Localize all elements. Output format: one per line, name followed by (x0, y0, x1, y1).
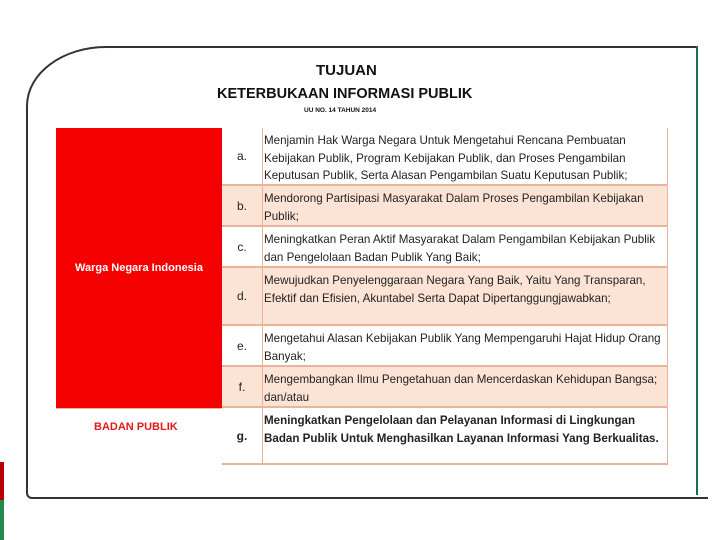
table-row-g (222, 408, 668, 465)
group-label-badan: BADAN PUBLIK (94, 421, 178, 433)
table-row-f (222, 367, 668, 408)
table-row-c (222, 227, 668, 268)
table-row-b (222, 186, 668, 227)
row-letter: d. (222, 268, 263, 324)
group-label-warga: Warga Negara Indonesia (75, 262, 203, 274)
row-text: Meningkatkan Pengelolaan dan Pelayanan Informasi di Lingkungan Badan Publik Untuk Menghasilkan Layanan Informasi Yang Berkualitas. (264, 414, 659, 445)
title-law-reference: UU NO. 14 TAHUN 2014 (304, 107, 377, 114)
row-letter: e. (222, 326, 263, 365)
table-row-e (222, 326, 668, 367)
title-keterbukaan: KETERBUKAAN INFORMASI PUBLIK (217, 86, 473, 102)
table-row-a (222, 128, 668, 186)
row-letter: f. (222, 367, 263, 406)
row-text: Mewujudkan Penyelenggaraan Negara Yang Baik, Yaitu Yang Transparan, Efektif dan Efisien, Akuntabel Serta Dapat Dipertanggungjawabkan; (264, 274, 646, 305)
row-letter: c. (222, 227, 263, 266)
row-letter: b. (222, 186, 263, 225)
row-text: Mengembangkan Ilmu Pengetahuan dan Mencerdaskan Kehidupan Bangsa; dan/atau (264, 373, 658, 404)
objectives-table (56, 128, 668, 465)
row-letter: g. (222, 408, 263, 463)
row-text: Mendorong Partisipasi Masyarakat Dalam Proses Pengambilan Kebijakan Publik; (264, 192, 644, 223)
table-row-d (222, 268, 668, 326)
right-accent-bar (696, 46, 720, 495)
row-text: Menjamin Hak Warga Negara Untuk Mengetahui Rencana Pembuatan Kebijakan Publik, Program Kebijakan Publik, dan Proses Pengambilan Keputusan Publik, Serta Alasan Pengambilan Suatu Keputusan Publik; (264, 134, 628, 182)
title-tujuan: TUJUAN (316, 62, 377, 79)
group-cell-badan (56, 408, 222, 466)
group-cell-warga (56, 128, 222, 408)
row-text: Mengetahui Alasan Kebijakan Publik Yang Mempengaruhi Hajat Hidup Orang Banyak; (264, 332, 661, 363)
left-accent-red (0, 462, 4, 502)
row-letter: a. (222, 128, 263, 184)
row-text: Meningkatkan Peran Aktif Masyarakat Dalam Pengambilan Kebijakan Publik dan Pengelolaan Badan Publik Yang Baik; (264, 233, 656, 264)
left-accent-green (0, 500, 4, 540)
